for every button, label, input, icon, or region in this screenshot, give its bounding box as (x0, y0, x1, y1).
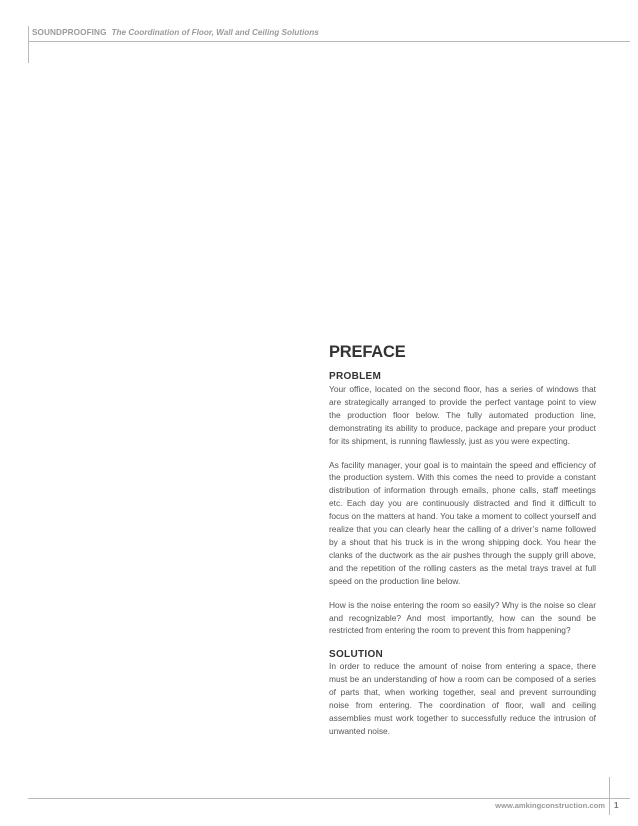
footer-vertical-rule (609, 777, 610, 815)
problem-section (329, 371, 596, 637)
running-header (32, 28, 319, 37)
page-title: PREFACE (329, 343, 406, 361)
problem-paragraph-3: How is the noise entering the room so easily? Why is the noise so clear and recognizable? And most importantly, how can the sound be restricted from entering the room to prevent this from happening? (329, 599, 596, 636)
solution-section (329, 649, 596, 737)
header-vertical-rule (28, 26, 29, 63)
solution-paragraph: In order to reduce the amount of noise from entering a space, there must be an understanding of how a room can be composed of a series of parts that, when working together, seal and prevent surrounding noise from entering. The coordination of floor, wall and ceiling assemblies must work together to successfully reduce the intrusion of unwanted noise. (329, 661, 596, 736)
header-brand: SOUNDPROOFING (32, 28, 107, 37)
header-subtitle: The Coordination of Floor, Wall and Ceiling Solutions (111, 28, 319, 37)
header-rule (28, 41, 630, 42)
solution-heading: SOLUTION (329, 649, 384, 661)
preface-column (329, 343, 596, 738)
footer-url[interactable]: www.amkingconstruction.com (495, 801, 605, 810)
page-number: 1 (614, 801, 619, 810)
problem-heading: PROBLEM (329, 371, 382, 382)
problem-paragraph-1: Your office, located on the second floor, has a series of windows that are strategically arranged to provide the perfect vantage point to view the production floor below. The fully automated production line, demonstrating its ability to produce, package and prepare your product for its shipment, is running flawlessly, just as you were expecting. (329, 384, 596, 446)
footer-rule (28, 798, 630, 799)
problem-paragraph-2: As facility manager, your goal is to maintain the speed and efficiency of the production system. With this comes the need to provide a constant distribution of information through emails, phone calls, staff meetings etc. Each day you are continuously distracted and find it difficult to focus on the matters at hand. You take a moment to collect yourself and realize that you can clearly hear the calling of a driver’s name followed by a shout that his truck is in the wrong shipping dock. You hear the clanks of the ductwork as the air pushes through the supply grill above, and the repetition of the rolling casters as the metal trays travel at full speed on the production line below. (329, 459, 596, 586)
